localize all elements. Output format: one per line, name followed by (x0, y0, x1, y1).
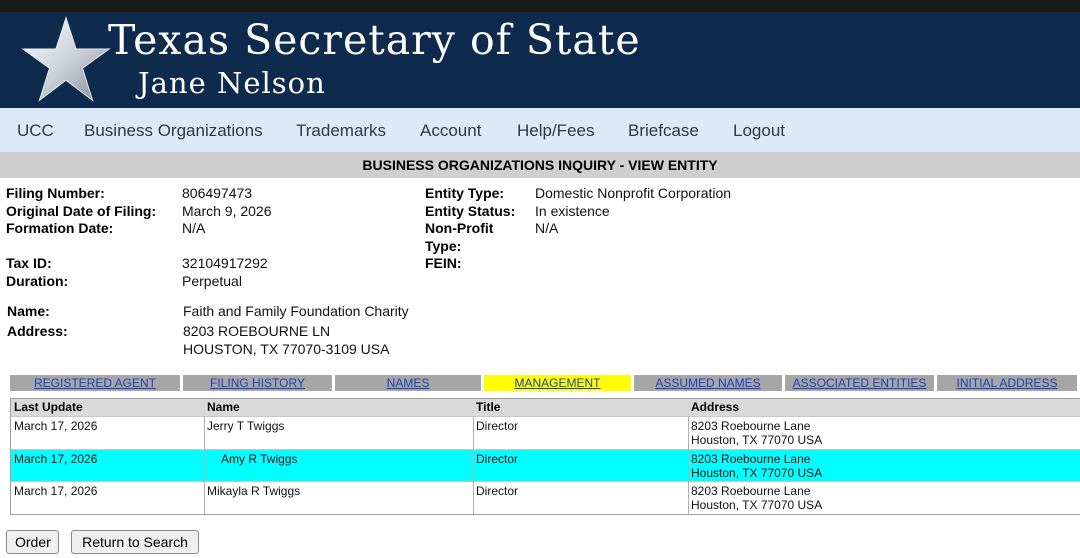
original-date-value: March 9, 2026 (182, 203, 272, 219)
col-title: Title (476, 400, 501, 414)
nonprofit-type-value: N/A (535, 220, 559, 236)
nav-ucc[interactable]: UCC (17, 121, 54, 140)
duration-label: Duration: (6, 273, 69, 289)
entity-status-value: In existence (535, 203, 610, 219)
management-table (10, 398, 1080, 515)
row-address-line2: Houston, TX 77070 USA (691, 498, 823, 512)
table-row (11, 449, 1080, 481)
row-name: Mikayla R Twiggs (207, 484, 301, 498)
return-to-search-button[interactable]: Return to Search (71, 530, 199, 554)
entity-tabs (10, 375, 1080, 391)
tab-associated-entities[interactable] (785, 375, 937, 391)
col-address: Address (691, 400, 740, 414)
row-title: Director (476, 419, 519, 433)
tab-filing-history[interactable] (183, 375, 335, 391)
nonprofit-type-label-cont: Type: (425, 238, 462, 254)
row-address-line1: 8203 Roebourne Lane (691, 484, 811, 498)
tab-registered-agent-link[interactable]: REGISTERED AGENT (33, 376, 157, 390)
row-name: Amy R Twiggs (221, 452, 298, 466)
tab-registered-agent[interactable] (10, 375, 183, 391)
col-last-update: Last Update (14, 400, 83, 414)
tab-management[interactable] (484, 375, 634, 391)
row-title: Director (476, 484, 519, 498)
entity-address-label: Address: (7, 323, 68, 339)
row-address-line2: Houston, TX 77070 USA (691, 466, 823, 480)
nav-briefcase[interactable]: Briefcase (628, 121, 699, 140)
tab-assumed-names[interactable] (634, 375, 785, 391)
row-last-update: March 17, 2026 (14, 419, 98, 433)
tax-id-value: 32104917292 (182, 255, 268, 271)
tab-assumed-names-link[interactable]: ASSUMED NAMES (655, 376, 761, 390)
nav-help-fees[interactable]: Help/Fees (517, 121, 595, 140)
formation-date-label: Formation Date: (6, 220, 114, 236)
column-divider (473, 416, 474, 514)
table-row (11, 416, 1080, 448)
nav-trademarks[interactable]: Trademarks (296, 121, 387, 140)
tab-names-link[interactable]: NAMES (386, 376, 430, 390)
column-divider (204, 416, 205, 514)
entity-status-label: Entity Status: (425, 203, 516, 219)
row-address-line1: 8203 Roebourne Lane (691, 419, 811, 433)
tab-initial-address-link[interactable]: INITIAL ADDRESS (956, 376, 1058, 390)
filing-number-label: Filing Number: (6, 185, 105, 201)
nonprofit-type-label: Non-Profit (425, 220, 494, 236)
row-address-line1: 8203 Roebourne Lane (691, 452, 811, 466)
entity-address-line2: HOUSTON, TX 77070-3109 USA (183, 341, 390, 357)
site-banner (0, 12, 1080, 108)
site-title: Texas Secretary of State (108, 16, 641, 64)
row-name: Jerry T Twiggs (207, 419, 285, 433)
tax-id-label: Tax ID: (6, 255, 52, 271)
site-subtitle: Jane Nelson (138, 66, 326, 100)
nav-logout[interactable]: Logout (733, 121, 785, 140)
window-top-strip (0, 0, 1080, 12)
entity-name-value: Faith and Family Foundation Charity (183, 303, 409, 319)
entity-address-line1: 8203 ROEBOURNE LN (183, 323, 331, 339)
table-header (11, 399, 1080, 416)
star-icon (20, 14, 112, 106)
main-nav (0, 108, 1080, 152)
row-last-update: March 17, 2026 (14, 452, 98, 466)
original-date-label: Original Date of Filing: (6, 203, 157, 219)
formation-date-value: N/A (182, 220, 206, 236)
filing-number-value: 806497473 (182, 185, 253, 201)
entity-type-label: Entity Type: (425, 185, 505, 201)
tab-management-link[interactable]: MANAGEMENT (514, 376, 601, 390)
fein-label: FEIN: (425, 255, 462, 271)
tab-filing-history-link[interactable]: FILING HISTORY (210, 376, 305, 390)
tab-associated-entities-link[interactable]: ASSOCIATED ENTITIES (792, 376, 927, 390)
tab-names[interactable] (335, 375, 484, 391)
row-address-line2: Houston, TX 77070 USA (691, 433, 823, 447)
order-button[interactable]: Order (6, 530, 59, 554)
col-name: Name (207, 400, 240, 414)
column-divider (688, 416, 689, 514)
entity-name-label: Name: (7, 303, 50, 319)
duration-value: Perpetual (182, 273, 242, 289)
table-row (11, 481, 1080, 513)
tab-initial-address[interactable] (937, 375, 1080, 391)
nav-business-organizations[interactable]: Business Organizations (84, 121, 263, 140)
entity-type-value: Domestic Nonprofit Corporation (535, 185, 732, 201)
row-title: Director (476, 452, 519, 466)
page-title: BUSINESS ORGANIZATIONS INQUIRY - VIEW ENTITY (0, 152, 1080, 178)
row-last-update: March 17, 2026 (14, 484, 98, 498)
nav-account[interactable]: Account (420, 121, 482, 140)
